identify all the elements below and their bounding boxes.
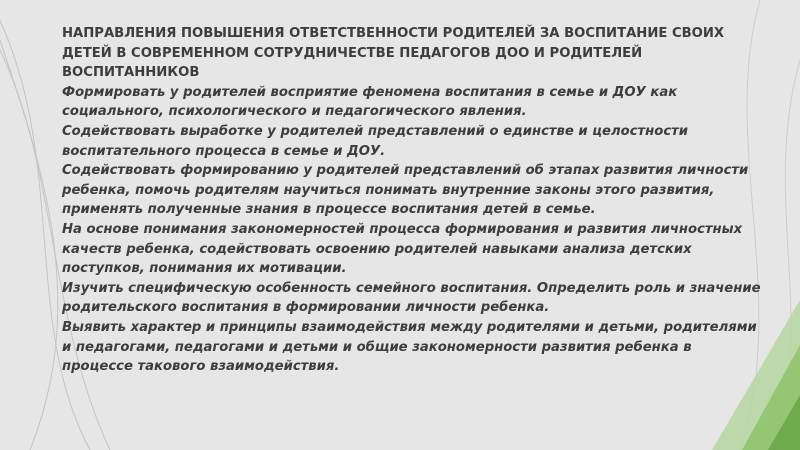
slide-title: НАПРАВЛЕНИЯ ПОВЫШЕНИЯ ОТВЕТСТВЕННОСТИ РОДИТЕЛЕЙ ЗА ВОСПИТАНИЕ СВОИХ ДЕТЕЙ В СОВРЕМЕННОМ СОТРУДНИЧЕСТВЕ ПЕДАГОГОВ ДОО И РОДИТЕЛЕЙ ВОСПИТАННИКОВ [62,26,725,81]
paragraph-5: Изучить специфическую особенность семейного воспитания. Определить роль и значение родительского воспитания в формировании личности ребенка. [62,280,761,316]
paragraph-2: Содействовать выработке у родителей представлений о единстве и целостности воспитательного процесса в семье и ДОУ. [62,123,689,159]
paragraph-6: Выявить характер и принципы взаимодействия между родителями и детьми, родителями и педагогами, педагогами и детьми и общие закономерности развития ребенка в процессе такового взаимодействия. [62,319,757,375]
slide-body [62,24,762,377]
paragraph-4: На основе понимания закономерностей процесса формирования и развития личностных качеств ребенка, содействовать освоению родителей навыками анализа детских поступков, понимания их мотивации. [62,221,743,277]
paragraph-1: Формировать у родителей восприятие феномена воспитания в семье и ДОУ как социального, психологического и педагогического явления. [62,84,678,120]
paragraph-3: Содействовать формированию у родителей представлений об этапах развития личности ребенка, помочь родителям научиться понимать внутренние законы этого развития, применять полученные знания в процессе воспитания детей в семье. [62,163,749,218]
